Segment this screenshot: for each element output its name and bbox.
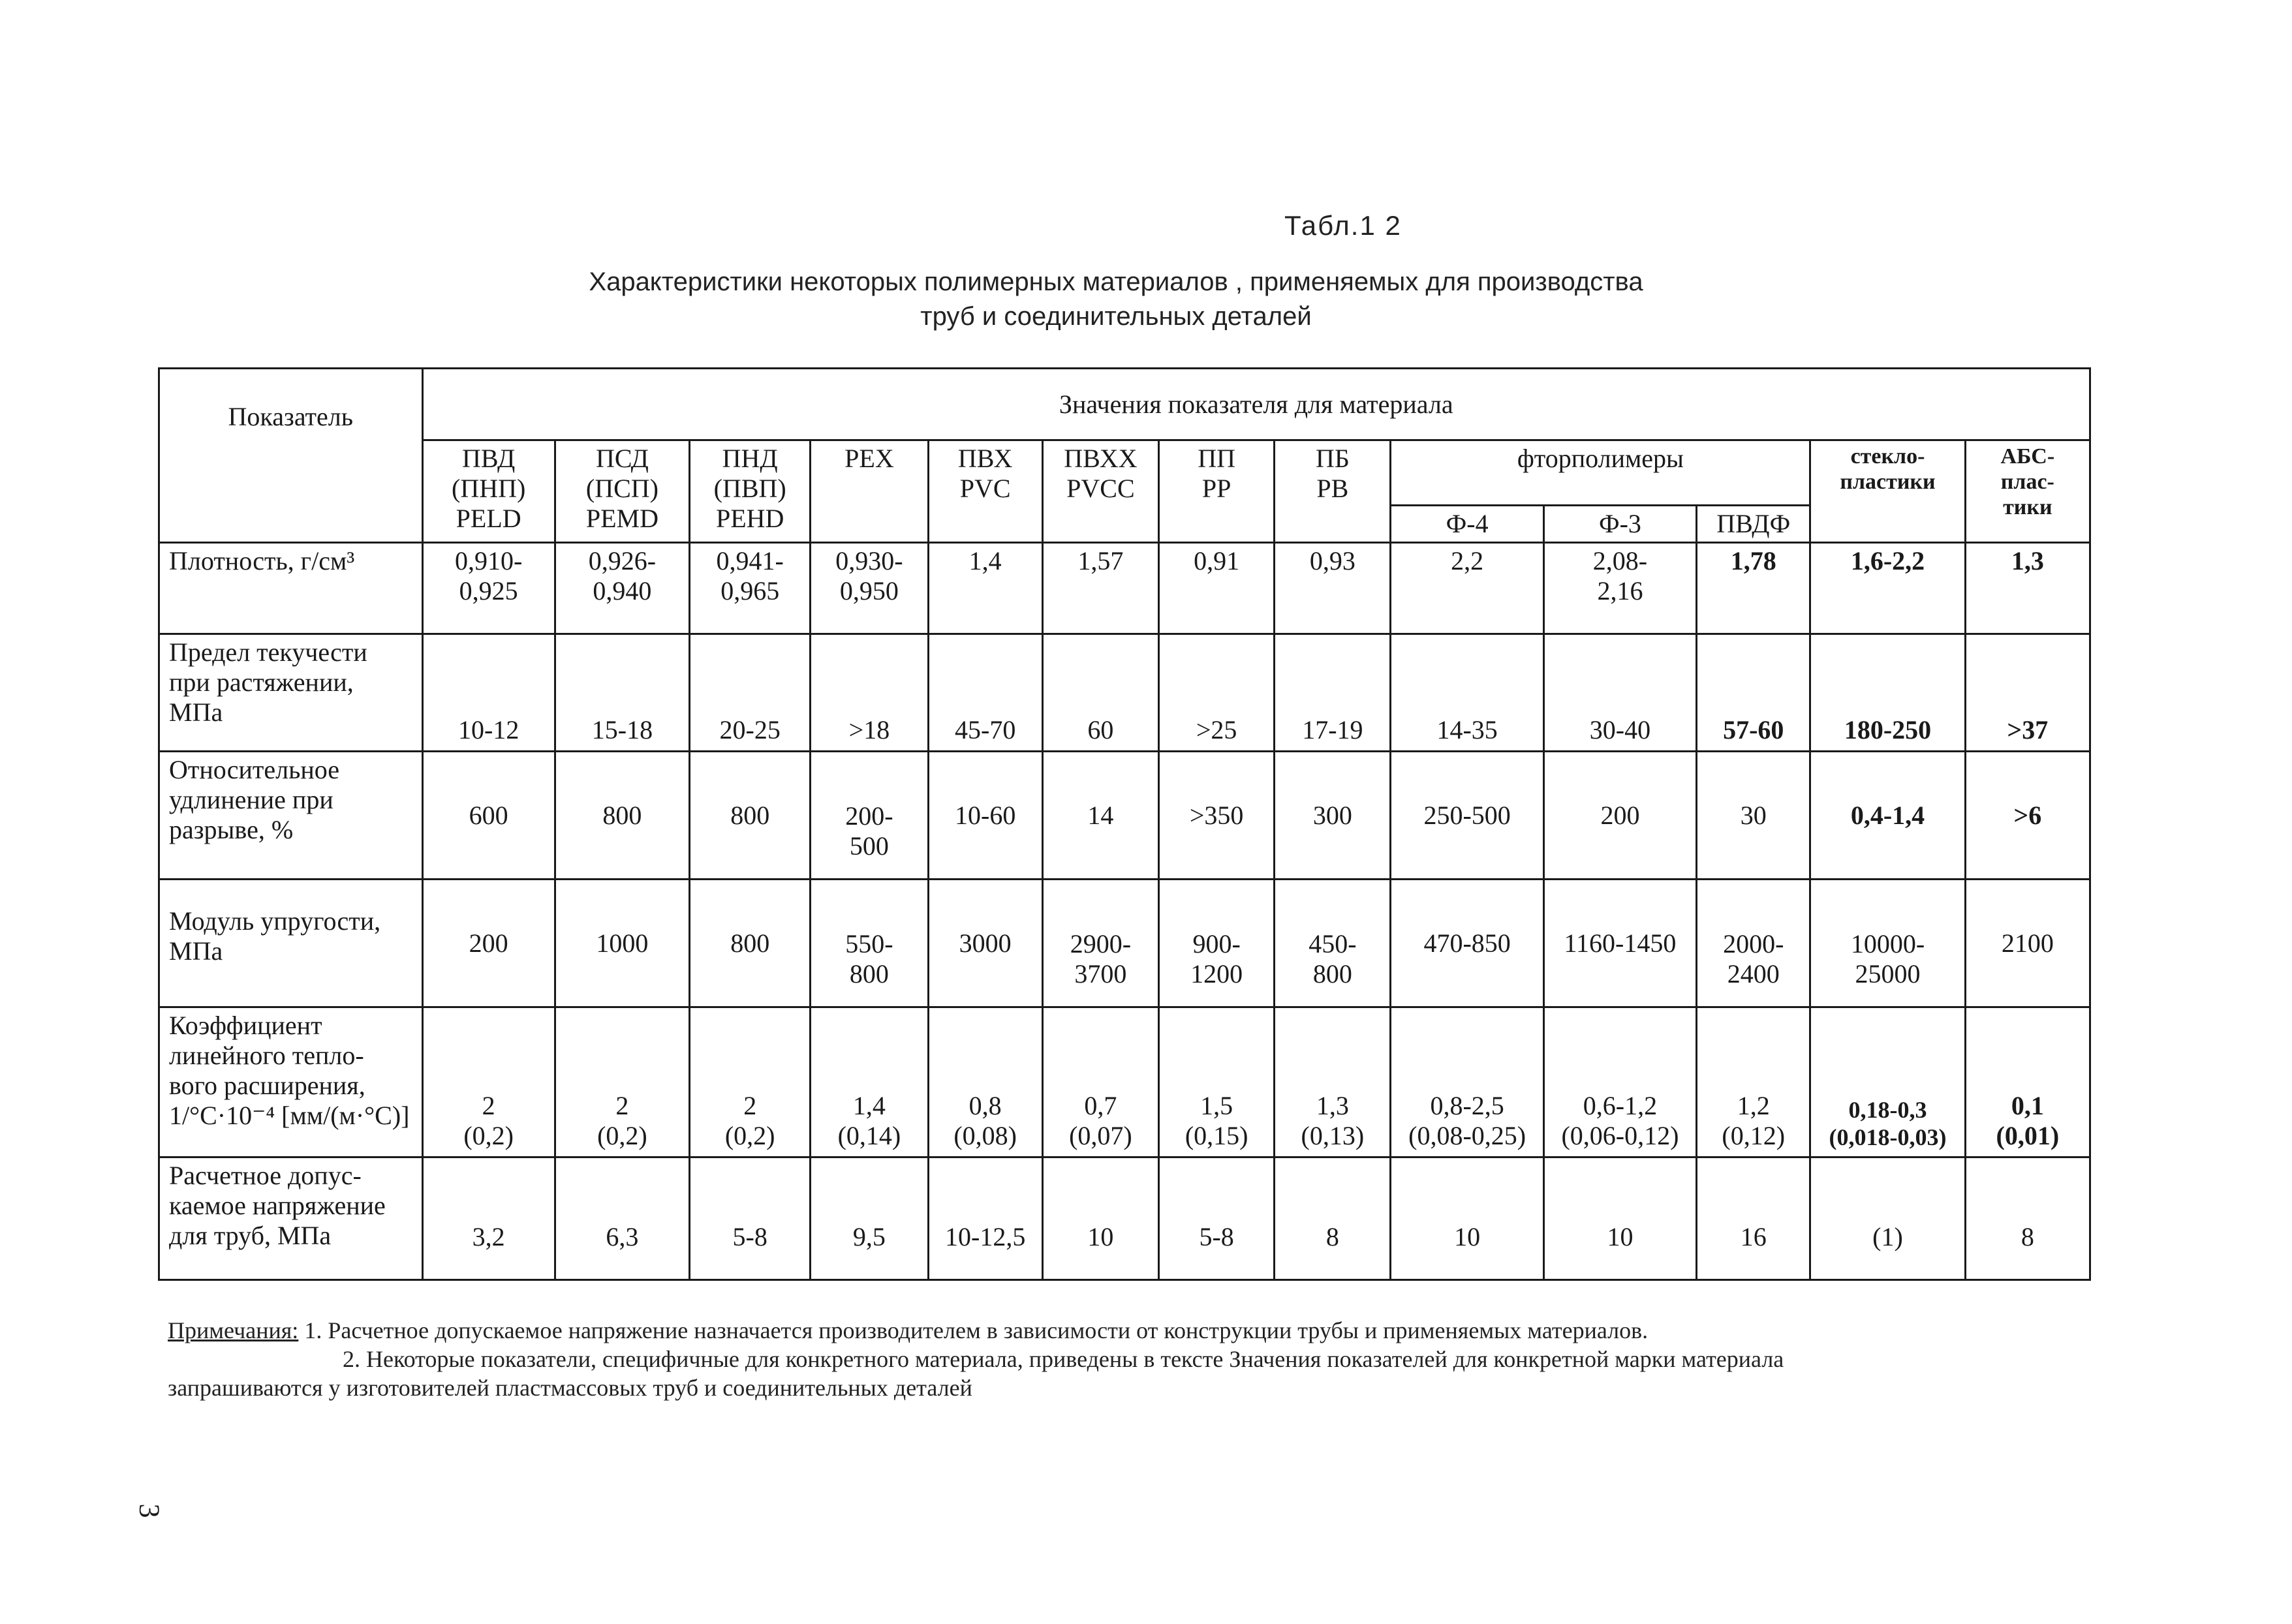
- row-param-thermal-expansion: [159, 1007, 423, 1157]
- table-cell: [555, 880, 689, 1007]
- table-cell: [811, 752, 928, 880]
- cell-line: >350: [1189, 800, 1244, 830]
- cell-line: >6: [2013, 800, 2042, 830]
- table-cell: [1391, 1007, 1543, 1157]
- cell-line: 0,925: [459, 576, 518, 605]
- material-pvc: [928, 440, 1042, 543]
- param-line: 1/°С·10⁻⁴ [мм/(м·°С)]: [169, 1101, 410, 1130]
- material-pvd-line2: (ПНП): [452, 474, 526, 503]
- cell-line: 200-: [845, 801, 893, 831]
- cell-line: 200: [469, 928, 508, 958]
- cell-line: 0,940: [593, 576, 652, 605]
- cell-line: 1,5: [1200, 1091, 1233, 1120]
- cell-line: 14: [1087, 800, 1114, 830]
- fluoropolymers-header: фторполимеры: [1391, 440, 1810, 506]
- cell-line: 1200: [1190, 958, 1243, 988]
- material-pvcc-line1: ПВХХ: [1064, 444, 1138, 473]
- cell-line: 0,930-: [835, 546, 903, 575]
- material-pex: [811, 440, 928, 543]
- cell-line: (0,01): [1996, 1121, 2060, 1150]
- table-cell: [1391, 543, 1543, 634]
- cell-line: 0,950: [839, 576, 899, 605]
- row-param-allowable-stress: [159, 1157, 423, 1280]
- table-cell: [1042, 1157, 1158, 1280]
- material-pp-line1: ПП: [1198, 444, 1236, 473]
- table-cell: [928, 752, 1042, 880]
- table-row: [159, 752, 2090, 880]
- table-cell: [1391, 752, 1543, 880]
- table-cell: [1042, 880, 1158, 1007]
- cell-line: 17-19: [1302, 715, 1363, 744]
- table-cell: [1810, 543, 1965, 634]
- param-column-header: Показатель: [159, 369, 423, 543]
- cell-line: 0,91: [1194, 546, 1240, 575]
- cell-line: 300: [1312, 800, 1352, 830]
- table-cell: [1275, 880, 1391, 1007]
- cell-line: >37: [2007, 715, 2049, 744]
- material-pb-line2: PB: [1316, 474, 1349, 503]
- table-cell: [1042, 752, 1158, 880]
- cell-line: 14-35: [1436, 715, 1498, 744]
- cell-line: 0,4-1,4: [1850, 800, 1925, 830]
- cell-line: 20-25: [719, 715, 781, 744]
- note-1-text: 1. Расчетное допускаемое напряжение назначается производителем в зависимости от конструкции трубы и применяемых материалов.: [298, 1317, 1649, 1343]
- table-cell: [1275, 543, 1391, 634]
- material-pvd: [422, 440, 555, 543]
- table-number-label: Табл.1 2: [1284, 210, 1402, 241]
- table-cell: [1697, 1157, 1810, 1280]
- cell-line: 9,5: [852, 1221, 886, 1251]
- param-line: удлинение при: [169, 785, 333, 814]
- table-cell: [422, 752, 555, 880]
- cell-line: 10-12: [458, 715, 519, 744]
- table-cell: [1810, 1157, 1965, 1280]
- table-cell: [1159, 634, 1275, 752]
- material-pb: [1275, 440, 1391, 543]
- table-cell: [1391, 1157, 1543, 1280]
- table-cell: [1543, 1007, 1696, 1157]
- cell-line: 0,8: [968, 1091, 1002, 1120]
- material-glass-line1: стекло-: [1850, 444, 1925, 468]
- cell-line: 470-850: [1423, 928, 1511, 958]
- material-pp: [1159, 440, 1275, 543]
- table-cell: [1543, 634, 1696, 752]
- material-pp-line2: PP: [1201, 474, 1231, 503]
- cell-line: 800: [730, 800, 770, 830]
- table-cell: [422, 634, 555, 752]
- header-row-materials: [159, 440, 2090, 506]
- cell-line: 3000: [959, 928, 1012, 958]
- material-pvd-line1: ПВД: [462, 444, 516, 473]
- cell-line: 16: [1740, 1221, 1767, 1251]
- table-cell: [1391, 880, 1543, 1007]
- cell-line: (0,018-0,03): [1829, 1124, 1947, 1150]
- cell-line: 0,926-: [588, 546, 657, 575]
- cell-line: 800: [730, 928, 770, 958]
- table-cell: [690, 1007, 811, 1157]
- cell-line: (0,2): [463, 1121, 514, 1150]
- material-psd: [555, 440, 689, 543]
- param-line: при растяжении,: [169, 667, 354, 697]
- param-line: Коэффициент: [169, 1011, 322, 1040]
- param-line: МПа: [169, 697, 223, 727]
- table-cell: [811, 543, 928, 634]
- cell-line: 30-40: [1589, 715, 1651, 744]
- note-2-continued: запрашиваются у изготовителей пластмассовых труб и соединительных деталей: [168, 1375, 972, 1401]
- table-cell: [1965, 1157, 2090, 1280]
- cell-line: 1000: [596, 928, 649, 958]
- table-cell: [928, 1157, 1042, 1280]
- table-cell: [1697, 1007, 1810, 1157]
- table-cell: [811, 880, 928, 1007]
- cell-line: 500: [849, 831, 889, 861]
- cell-line: 1,4: [968, 546, 1002, 575]
- table-cell: [1159, 543, 1275, 634]
- cell-line: 3700: [1074, 958, 1127, 988]
- cell-line: 900-: [1192, 928, 1241, 958]
- cell-line: 10000-: [1850, 928, 1925, 958]
- header-row-group: [159, 369, 2090, 440]
- cell-line: (0,07): [1069, 1121, 1132, 1150]
- cell-line: 15-18: [591, 715, 653, 744]
- cell-line: 2000-: [1723, 928, 1784, 958]
- cell-line: 1,57: [1077, 546, 1124, 575]
- cell-line: 2: [615, 1091, 629, 1120]
- cell-line: 57-60: [1723, 715, 1784, 744]
- table-row: [159, 634, 2090, 752]
- table-cell: [1965, 543, 2090, 634]
- row-param-elongation: [159, 752, 423, 880]
- cell-line: 5-8: [732, 1221, 767, 1251]
- cell-line: 10-12,5: [945, 1221, 1026, 1251]
- material-abs-line1: АБС-: [2000, 444, 2055, 468]
- cell-line: 250-500: [1423, 800, 1511, 830]
- cell-line: 5-8: [1199, 1221, 1234, 1251]
- table-cell: [1697, 752, 1810, 880]
- cell-line: (0,15): [1185, 1121, 1248, 1150]
- param-line: МПа: [169, 936, 223, 966]
- material-pvc-line1: ПВХ: [957, 444, 1013, 473]
- cell-line: 0,7: [1084, 1091, 1117, 1120]
- table-cell: [811, 1007, 928, 1157]
- cell-line: 800: [1312, 958, 1352, 988]
- material-f3: Ф-3: [1543, 506, 1696, 543]
- table-cell: [555, 1157, 689, 1280]
- table-cell: [1159, 752, 1275, 880]
- table-cell: [1965, 752, 2090, 880]
- cell-line: 200: [1600, 800, 1640, 830]
- material-pvcc-line2: PVCC: [1066, 474, 1135, 503]
- cell-line: 180-250: [1844, 715, 1932, 744]
- table-cell: [555, 543, 689, 634]
- cell-line: 0,1: [2011, 1091, 2044, 1120]
- table-cell: [1697, 634, 1810, 752]
- cell-line: 2400: [1727, 958, 1780, 988]
- table-row: [159, 543, 2090, 634]
- row-param-density: [159, 543, 423, 634]
- note-1: [168, 1317, 2099, 1344]
- cell-line: 800: [602, 800, 642, 830]
- row-param-yield-strength: [159, 634, 423, 752]
- table-cell: [422, 1007, 555, 1157]
- param-line: Расчетное допус-: [169, 1161, 362, 1190]
- table-cell: [1042, 543, 1158, 634]
- param-line: Модуль упругости,: [169, 906, 381, 936]
- table-cell: [1042, 634, 1158, 752]
- cell-line: 800: [849, 958, 889, 988]
- cell-line: (0,13): [1301, 1121, 1365, 1150]
- table-cell: [928, 543, 1042, 634]
- material-pex-line1: PEX: [844, 444, 894, 473]
- cell-line: 2: [743, 1091, 757, 1120]
- table-cell: [1543, 752, 1696, 880]
- cell-line: 0,18-0,3: [1848, 1097, 1927, 1124]
- material-abs-plastics: [1965, 440, 2090, 543]
- table-cell: [928, 1007, 1042, 1157]
- polymer-properties-table: [158, 367, 2091, 1281]
- table-cell: [555, 1007, 689, 1157]
- cell-line: 2: [482, 1091, 495, 1120]
- table-cell: [1810, 634, 1965, 752]
- cell-line: >18: [848, 715, 890, 744]
- table-cell: [1697, 880, 1810, 1007]
- table-cell: [555, 634, 689, 752]
- table-cell: [422, 1157, 555, 1280]
- cell-line: 2,08-: [1592, 546, 1648, 575]
- material-pnd: [690, 440, 811, 543]
- cell-line: (0,06-0,12): [1561, 1121, 1679, 1150]
- cell-line: 1,6-2,2: [1850, 546, 1925, 575]
- table-cell: [1965, 1007, 2090, 1157]
- table-cell: [1543, 880, 1696, 1007]
- table-cell: [1697, 543, 1810, 634]
- cell-line: 0,93: [1309, 546, 1355, 575]
- material-pnd-line1: ПНД: [722, 444, 778, 473]
- material-pvcc: [1042, 440, 1158, 543]
- table-title-line-2: труб и соединительных деталей: [920, 302, 1312, 331]
- param-line: Плотность, г/см³: [169, 546, 355, 575]
- group-header: Значения показателя для материала: [422, 369, 2090, 440]
- cell-line: 10-60: [955, 800, 1016, 830]
- cell-line: 2900-: [1070, 928, 1132, 958]
- param-line: разрыве, %: [169, 815, 294, 844]
- material-abs-line2: плас-: [2000, 470, 2054, 495]
- cell-line: 8: [2021, 1221, 2034, 1251]
- material-psd-line1: ПСД: [596, 444, 649, 473]
- table-row: [159, 1157, 2090, 1280]
- material-pvdf: ПВДФ: [1697, 506, 1810, 543]
- cell-line: >25: [1196, 715, 1237, 744]
- material-psd-line2: (ПСП): [585, 474, 658, 503]
- cell-line: 2100: [2001, 928, 2054, 958]
- table-cell: [1810, 880, 1965, 1007]
- cell-line: 1,4: [852, 1091, 886, 1120]
- cell-line: 10: [1607, 1221, 1634, 1251]
- table-cell: [690, 634, 811, 752]
- param-line: для труб, МПа: [169, 1221, 332, 1250]
- cell-line: (0,12): [1722, 1121, 1786, 1150]
- note-2: 2. Некоторые показатели, специфичные для конкретного материала, приведены в тексте Значения показателей для конкретной марки материала: [343, 1346, 1784, 1372]
- material-glass-plastics: [1810, 440, 1965, 543]
- table-cell: [1275, 1007, 1391, 1157]
- table-cell: [1810, 1007, 1965, 1157]
- param-line: Предел текучести: [169, 637, 367, 667]
- table-cell: [1543, 543, 1696, 634]
- cell-line: 550-: [845, 928, 893, 958]
- notes-label: Примечания:: [168, 1317, 299, 1343]
- table-cell: [928, 634, 1042, 752]
- cell-line: 10: [1087, 1221, 1114, 1251]
- page-number: 3: [133, 1503, 166, 1518]
- cell-line: (0,2): [597, 1121, 647, 1150]
- table-cell: [690, 1157, 811, 1280]
- table-cell: [1391, 634, 1543, 752]
- cell-line: 10: [1454, 1221, 1481, 1251]
- cell-line: (0,08): [953, 1121, 1017, 1150]
- cell-line: 1,78: [1730, 546, 1776, 575]
- cell-line: 1,3: [2011, 546, 2044, 575]
- cell-line: 0,965: [720, 576, 780, 605]
- material-pvd-line3: PELD: [456, 504, 521, 533]
- cell-line: 1,3: [1316, 1091, 1349, 1120]
- table-cell: [690, 752, 811, 880]
- cell-line: 1,2: [1737, 1091, 1770, 1120]
- cell-line: 25000: [1855, 958, 1921, 988]
- material-glass-line2: пластики: [1840, 470, 1936, 495]
- table-cell: [422, 543, 555, 634]
- material-f4: Ф-4: [1391, 506, 1543, 543]
- cell-line: 3,2: [472, 1221, 505, 1251]
- table-cell: [1159, 1157, 1275, 1280]
- param-line: каемое напряжение: [169, 1191, 386, 1220]
- table-title-line-1: Характеристики некоторых полимерных материалов , применяемых для производства: [589, 268, 1643, 296]
- row-param-modulus: [159, 880, 423, 1007]
- cell-line: 0,8-2,5: [1430, 1091, 1504, 1120]
- cell-line: 0,941-: [716, 546, 784, 575]
- table-cell: [1810, 752, 1965, 880]
- cell-line: 6,3: [606, 1221, 639, 1251]
- param-line: линейного тепло-: [169, 1041, 364, 1070]
- param-line: Относительное: [169, 755, 340, 784]
- param-line: вого расширения,: [169, 1071, 365, 1100]
- table-cell: [1275, 1157, 1391, 1280]
- table-cell: [690, 880, 811, 1007]
- material-abs-line3: тики: [2003, 495, 2052, 520]
- material-psd-line3: PEMD: [585, 504, 658, 533]
- cell-line: 8: [1325, 1221, 1339, 1251]
- table-cell: [811, 1157, 928, 1280]
- table-cell: [555, 752, 689, 880]
- cell-line: 30: [1740, 800, 1767, 830]
- table-cell: [1042, 1007, 1158, 1157]
- cell-line: (1): [1872, 1221, 1903, 1251]
- table-cell: [422, 880, 555, 1007]
- table-cell: [1159, 1007, 1275, 1157]
- cell-line: 2,16: [1597, 576, 1643, 605]
- cell-line: 45-70: [955, 715, 1016, 744]
- table-cell: [1965, 634, 2090, 752]
- material-pvc-line2: PVC: [959, 474, 1011, 503]
- table-cell: [811, 634, 928, 752]
- cell-line: 1160-1450: [1564, 928, 1677, 958]
- table-row: [159, 880, 2090, 1007]
- table-cell: [1159, 880, 1275, 1007]
- table-cell: [1275, 634, 1391, 752]
- table-cell: [1543, 1157, 1696, 1280]
- cell-line: (0,08-0,25): [1408, 1121, 1526, 1150]
- cell-line: 2,2: [1451, 546, 1484, 575]
- material-pb-line1: ПБ: [1315, 444, 1350, 473]
- cell-line: (0,2): [724, 1121, 775, 1150]
- table-cell: [1275, 752, 1391, 880]
- material-pnd-line2: (ПВП): [713, 474, 786, 503]
- cell-line: 60: [1087, 715, 1114, 744]
- cell-line: (0,14): [837, 1121, 901, 1150]
- material-pnd-line3: PEHD: [715, 504, 784, 533]
- table-cell: [1965, 880, 2090, 1007]
- cell-line: 0,910-: [455, 546, 523, 575]
- table-row: [159, 1007, 2090, 1157]
- table-cell: [928, 880, 1042, 1007]
- table-cell: [690, 543, 811, 634]
- cell-line: 600: [469, 800, 508, 830]
- cell-line: 450-: [1309, 928, 1357, 958]
- cell-line: 0,6-1,2: [1583, 1091, 1658, 1120]
